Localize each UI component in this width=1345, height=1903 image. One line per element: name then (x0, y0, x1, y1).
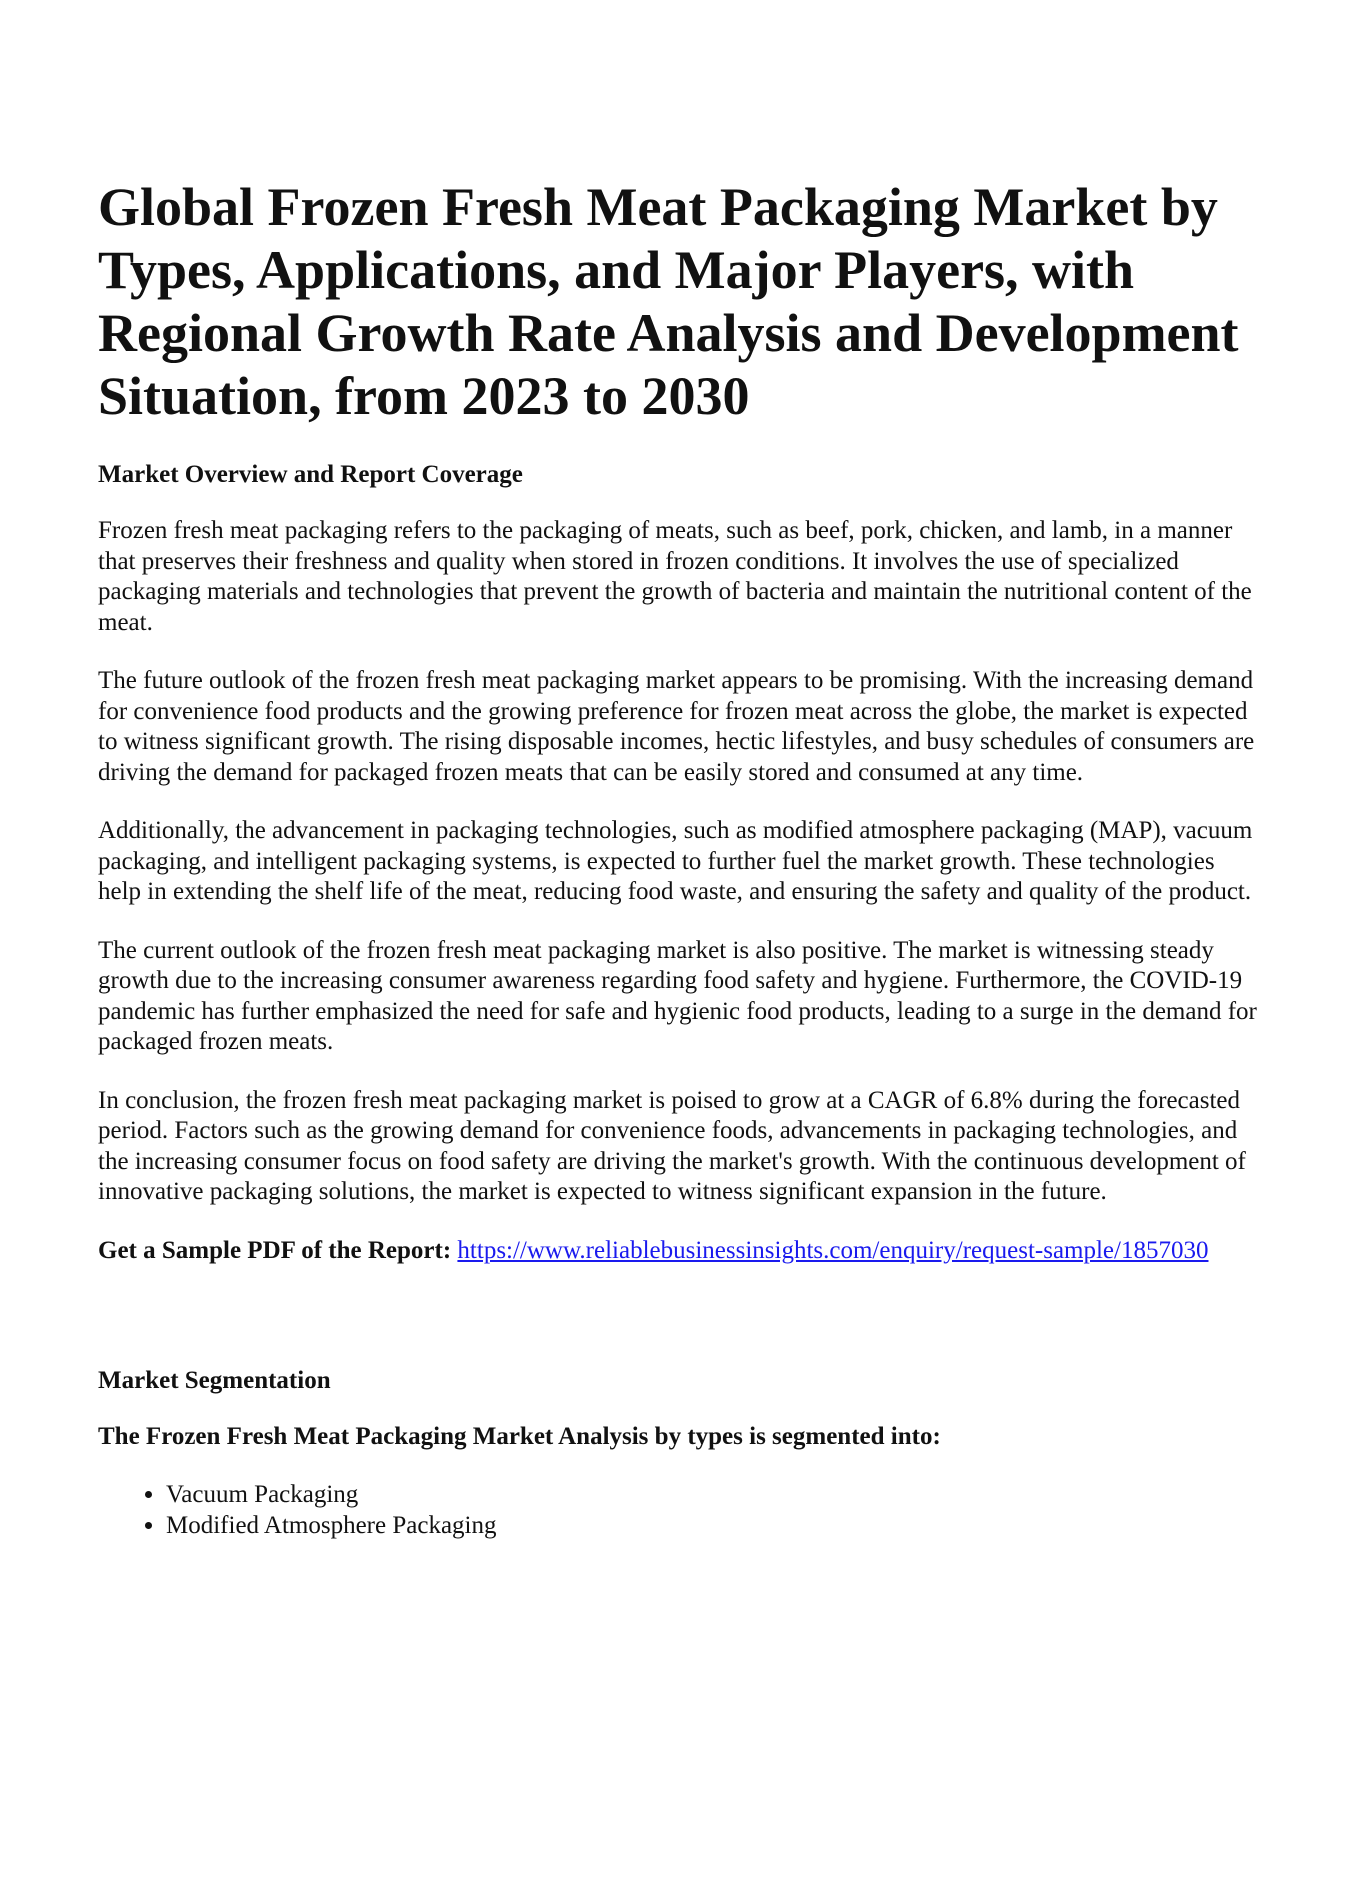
segmentation-heading: Market Segmentation (98, 1367, 331, 1394)
overview-paragraph-4: The current outlook of the frozen fresh meat packaging market is also positive. The market is witnessing steady growth due to the increasing consumer awareness regarding food safety and hygiene. Furthermore, the COVID-19 pandemic has further emphasized the need for safe and hygienic food products, leading to a surge in the demand for packaged frozen meats. (98, 936, 1257, 1055)
types-heading: The Frozen Fresh Meat Packaging Market Analysis by types is segmented into: (98, 1423, 941, 1450)
sample-pdf-link[interactable]: https://www.reliablebusinessinsights.com/enquiry/request-sample/1857030 (457, 1236, 1209, 1264)
sample-pdf-line (98, 1236, 1263, 1267)
overview-heading: Market Overview and Report Coverage (98, 461, 523, 488)
overview-paragraph-3: Additionally, the advancement in packaging technologies, such as modified atmosphere packaging (MAP), vacuum packaging, and intelligent packaging systems, is expected to further fuel the market growth. These technologies help in extending the shelf life of the meat, reducing food waste, and ensuring the safety and quality of the product. (98, 817, 1253, 905)
list-item: • Vacuum Packaging (166, 1480, 1263, 1511)
overview-paragraph-1: Frozen fresh meat packaging refers to the packaging of meats, such as beef, pork, chicken, and lamb, in a manner that preserves their freshness and quality when stored in frozen conditions. It involves the use of specialized packaging materials and technologies that prevent the growth of bacteria and maintain the nutritional content of the meat. (98, 517, 1252, 636)
types-list (98, 1480, 1263, 1541)
sample-pdf-label: Get a Sample PDF of the Report: (98, 1236, 452, 1264)
document-page (98, 176, 1263, 1541)
overview-paragraph-2: The future outlook of the frozen fresh meat packaging market appears to be promising. With the increasing demand for convenience food products and the growing preference for frozen meat across the globe, the market is expected to witness significant growth. The rising disposable incomes, hectic lifestyles, and busy schedules of consumers are driving the demand for packaged frozen meats that can be easily stored and consumed at any time. (98, 667, 1255, 786)
page-title: Global Frozen Fresh Meat Packaging Market by Types, Applications, and Major Players, with Regional Growth Rate Analysis and Development Situation, from 2023 to 2030 (98, 177, 1239, 426)
list-item: • Modified Atmosphere Packaging (166, 1511, 1263, 1542)
overview-paragraph-5: In conclusion, the frozen fresh meat packaging market is poised to grow at a CAGR of 6.8% during the forecasted period. Factors such as the growing demand for convenience foods, advancements in packaging technologies, and the increasing consumer focus on food safety are driving the market's growth. With the continuous development of innovative packaging solutions, the market is expected to witness significant expansion in the future. (98, 1086, 1246, 1205)
